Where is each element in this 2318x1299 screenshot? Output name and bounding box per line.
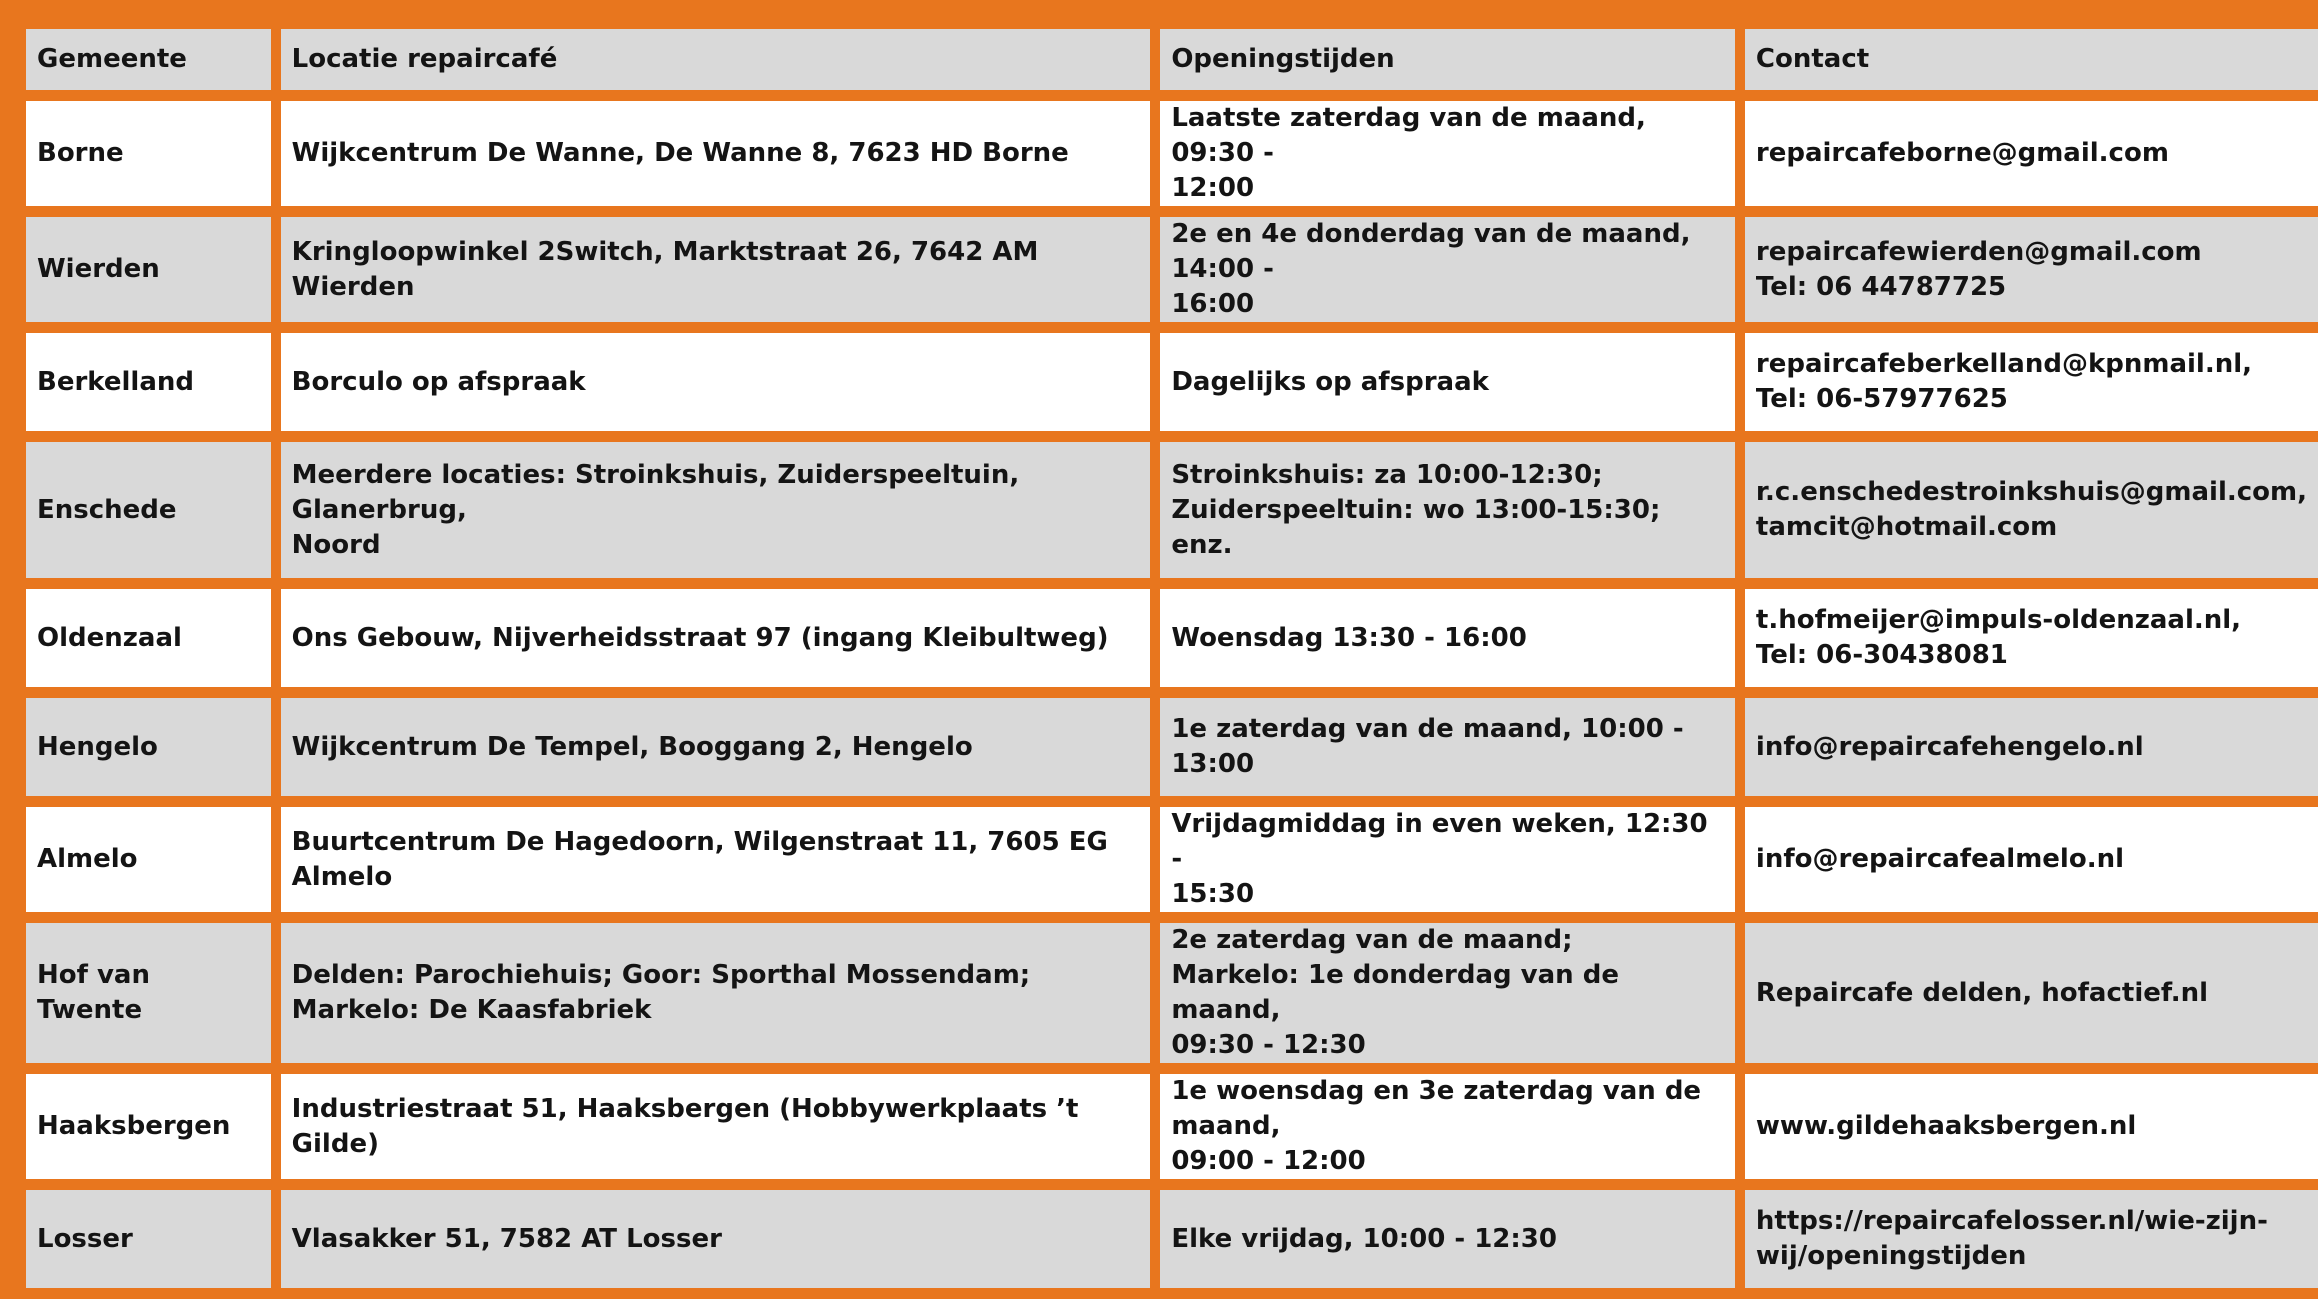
cell-contact: www.gildehaaksbergen.nl	[1745, 1074, 2318, 1179]
cell-locatie: Kringloopwinkel 2Switch, Marktstraat 26, 7642 AM Wierden	[281, 217, 1151, 322]
cell-contact: r.c.enschedestroinkshuis@gmail.com, tamcit@hotmail.com	[1745, 442, 2318, 578]
cell-locatie: Wijkcentrum De Wanne, De Wanne 8, 7623 HD Borne	[281, 101, 1151, 206]
cell-locatie: Ons Gebouw, Nijverheidsstraat 97 (ingang Kleibultweg)	[281, 589, 1151, 687]
table-row-almelo	[26, 807, 2318, 912]
cell-contact: Repaircafe delden, hofactief.nl	[1745, 923, 2318, 1063]
cell-gemeente: Borne	[26, 101, 271, 206]
cell-gemeente: Haaksbergen	[26, 1074, 271, 1179]
table-row-haaksbergen	[26, 1074, 2318, 1179]
cell-contact: repaircafeborne@gmail.com	[1745, 101, 2318, 206]
cell-gemeente: Losser	[26, 1190, 271, 1288]
table-row-hengelo	[26, 698, 2318, 796]
cell-locatie: Industriestraat 51, Haaksbergen (Hobbywerkplaats ’t Gilde)	[281, 1074, 1151, 1179]
cell-gemeente: Enschede	[26, 442, 271, 578]
table-row-oldenzaal	[26, 589, 2318, 687]
cell-locatie: Vlasakker 51, 7582 AT Losser	[281, 1190, 1151, 1288]
table-row-borne	[26, 101, 2318, 206]
table-header-row	[26, 29, 2318, 90]
cell-locatie: Wijkcentrum De Tempel, Booggang 2, Hengelo	[281, 698, 1151, 796]
cell-openingstijden: 2e en 4e donderdag van de maand, 14:00 - 16:00	[1160, 217, 1735, 322]
cell-gemeente: Oldenzaal	[26, 589, 271, 687]
cell-openingstijden: 1e zaterdag van de maand, 10:00 - 13:00	[1160, 698, 1735, 796]
header-gemeente: Gemeente	[26, 29, 271, 90]
cell-openingstijden: Woensdag 13:30 - 16:00	[1160, 589, 1735, 687]
cell-locatie: Meerdere locaties: Stroinkshuis, Zuiderspeeltuin, Glanerbrug, Noord	[281, 442, 1151, 578]
cell-gemeente: Hof van Twente	[26, 923, 271, 1063]
cell-openingstijden: Stroinkshuis: za 10:00-12:30; Zuiderspeeltuin: wo 13:00-15:30; enz.	[1160, 442, 1735, 578]
repaircafe-table	[16, 18, 2318, 1299]
cell-openingstijden: Elke vrijdag, 10:00 - 12:30	[1160, 1190, 1735, 1288]
header-contact: Contact	[1745, 29, 2318, 90]
cell-contact: info@repaircafehengelo.nl	[1745, 698, 2318, 796]
cell-openingstijden: 1e woensdag en 3e zaterdag van de maand, 09:00 - 12:00	[1160, 1074, 1735, 1179]
repaircafe-table-container	[26, 29, 2318, 1288]
table-row-wierden	[26, 217, 2318, 322]
cell-openingstijden: Laatste zaterdag van de maand, 09:30 - 12:00	[1160, 101, 1735, 206]
cell-locatie: Delden: Parochiehuis; Goor: Sporthal Mossendam; Markelo: De Kaasfabriek	[281, 923, 1151, 1063]
cell-gemeente: Wierden	[26, 217, 271, 322]
cell-contact: https://repaircafelosser.nl/wie-zijn- wij/openingstijden	[1745, 1190, 2318, 1288]
cell-contact: t.hofmeijer@impuls-oldenzaal.nl, Tel: 06-30438081	[1745, 589, 2318, 687]
cell-locatie: Buurtcentrum De Hagedoorn, Wilgenstraat 11, 7605 EG Almelo	[281, 807, 1151, 912]
table-row-enschede	[26, 442, 2318, 578]
cell-gemeente: Almelo	[26, 807, 271, 912]
cell-gemeente: Hengelo	[26, 698, 271, 796]
table-row-losser	[26, 1190, 2318, 1288]
cell-openingstijden: 2e zaterdag van de maand; Markelo: 1e donderdag van de maand, 09:30 - 12:30	[1160, 923, 1735, 1063]
cell-locatie: Borculo op afspraak	[281, 333, 1151, 431]
cell-contact: repaircafeberkelland@kpnmail.nl, Tel: 06-57977625	[1745, 333, 2318, 431]
header-locatie: Locatie repaircafé	[281, 29, 1151, 90]
cell-gemeente: Berkelland	[26, 333, 271, 431]
table-row-hof-van-twente	[26, 923, 2318, 1063]
cell-openingstijden: Vrijdagmiddag in even weken, 12:30 - 15:30	[1160, 807, 1735, 912]
table-row-berkelland	[26, 333, 2318, 431]
cell-openingstijden: Dagelijks op afspraak	[1160, 333, 1735, 431]
header-openingstijden: Openingstijden	[1160, 29, 1735, 90]
cell-contact: repaircafewierden@gmail.com Tel: 06 44787725	[1745, 217, 2318, 322]
cell-contact: info@repaircafealmelo.nl	[1745, 807, 2318, 912]
